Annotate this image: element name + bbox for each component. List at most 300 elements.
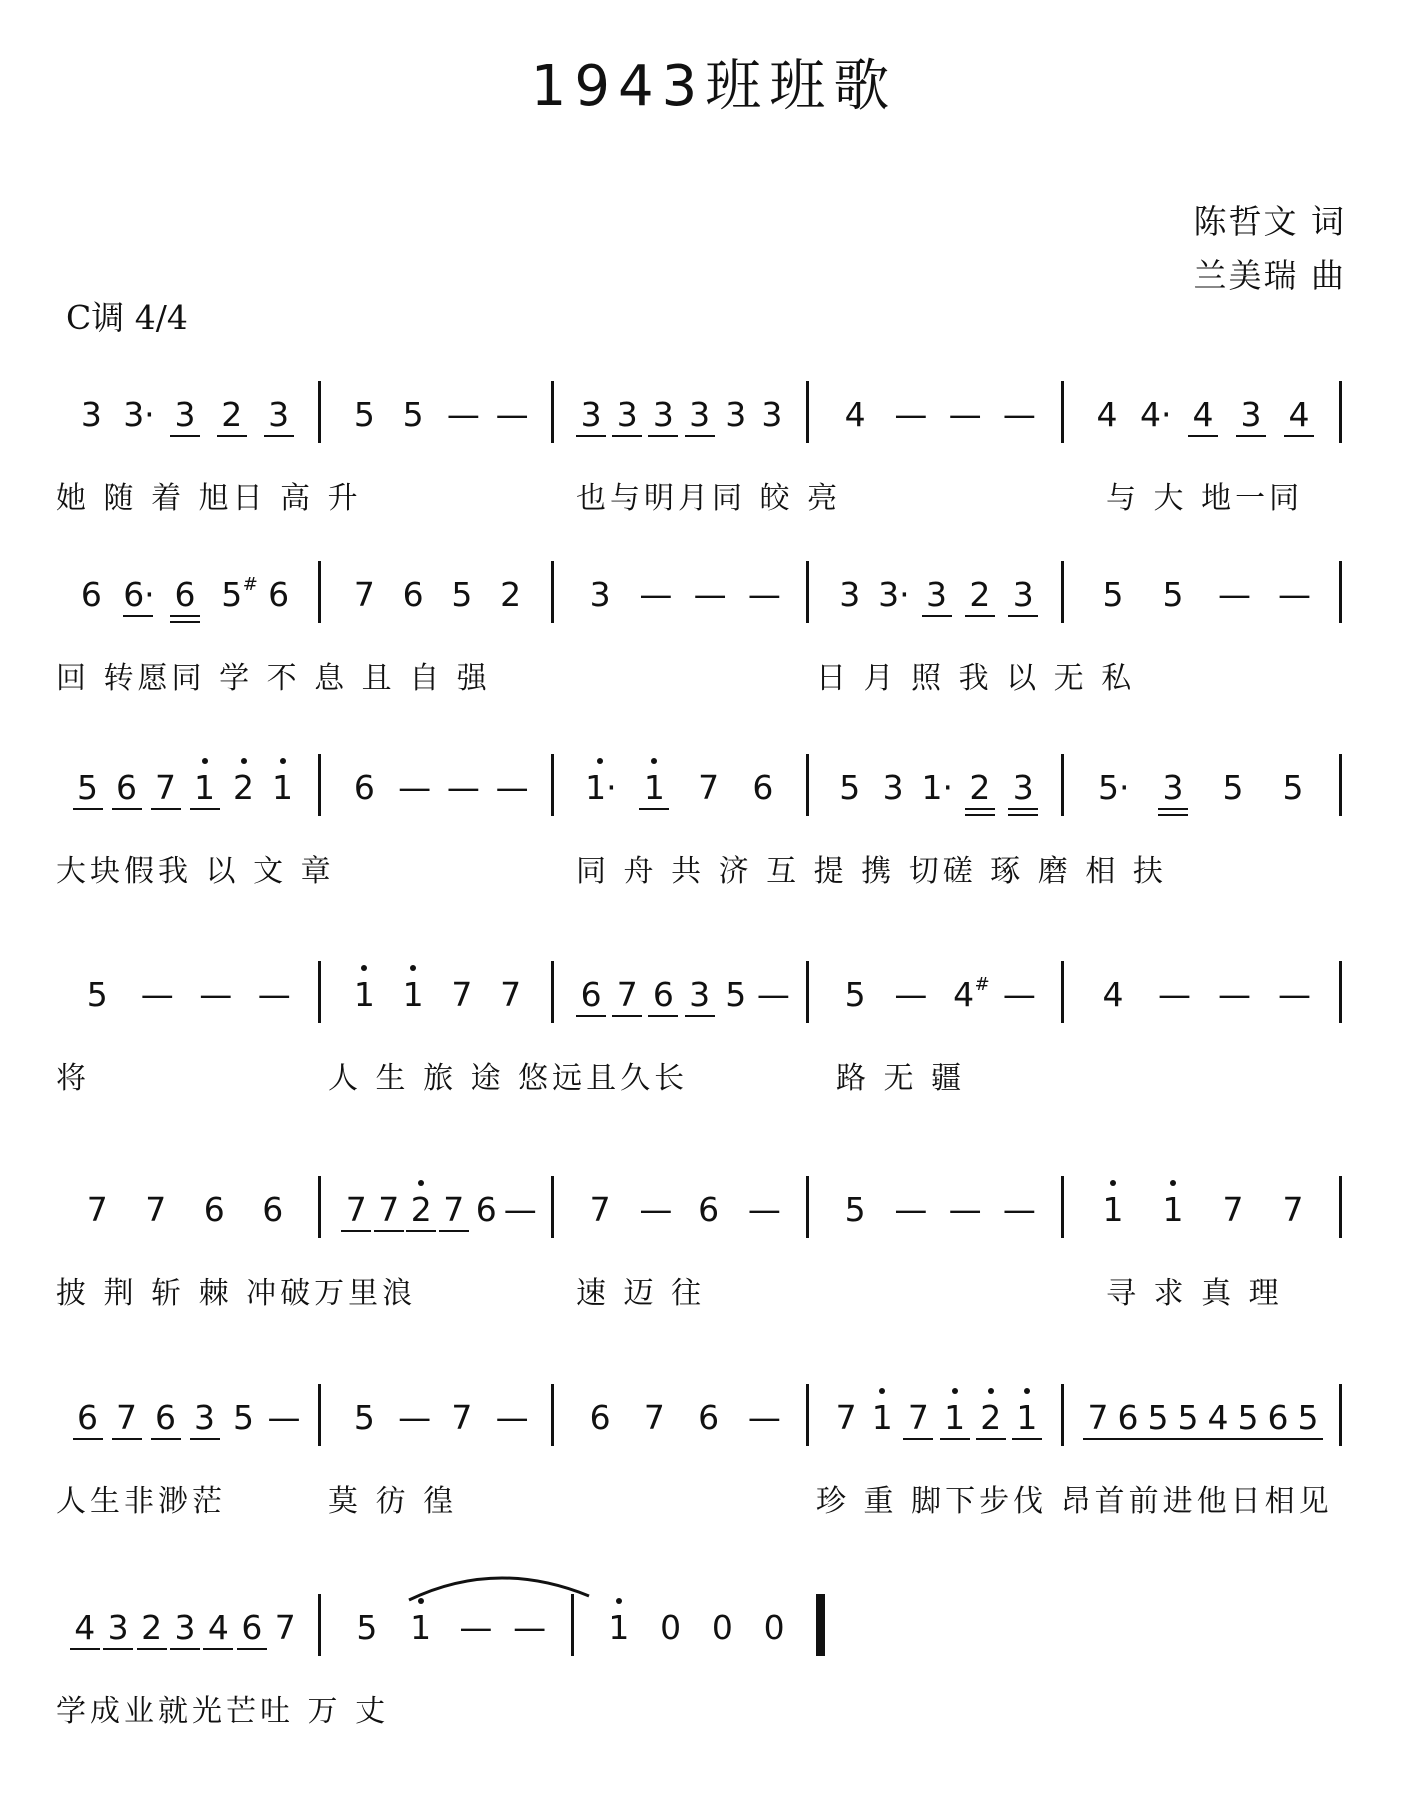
- note: [268, 768, 298, 808]
- note-digit: 7: [353, 575, 375, 614]
- note-digit: 1·: [921, 768, 953, 807]
- eighth-underline: [137, 1648, 167, 1650]
- note-digit: 6: [1267, 1398, 1289, 1437]
- note: [1173, 1398, 1203, 1438]
- note-digit: 6: [268, 575, 290, 614]
- note-digit: 7: [907, 1398, 929, 1437]
- barline: [551, 381, 554, 443]
- note: [123, 395, 153, 435]
- note-digit: —: [446, 768, 480, 807]
- high-octave-dot: [202, 758, 208, 764]
- lyric-text: 日 月 照 我 以 无 私: [816, 661, 1136, 696]
- barline: [806, 561, 809, 623]
- eighth-underline: [612, 435, 642, 437]
- eighth-underline: [1293, 1438, 1323, 1440]
- note-digit: 6: [589, 1398, 611, 1437]
- eighth-underline: [70, 1648, 100, 1650]
- high-octave-dot: [361, 965, 367, 971]
- dash-extension: [398, 768, 432, 808]
- note-digit: 4: [1288, 395, 1310, 434]
- barline: [1339, 754, 1342, 816]
- dash-extension: [894, 975, 928, 1015]
- note-digit: —: [1158, 975, 1191, 1014]
- note: [137, 1608, 167, 1648]
- note-digit: 2: [410, 1190, 432, 1229]
- note-digit: 3: [1240, 395, 1262, 434]
- note: [835, 575, 865, 615]
- eighth-underline: [1173, 1438, 1203, 1440]
- dash-extension: [495, 395, 529, 435]
- note: [1218, 1190, 1248, 1230]
- eighth-underline: [1113, 1438, 1143, 1440]
- barline: [806, 1176, 809, 1238]
- barline: [1339, 1176, 1342, 1238]
- note: [190, 1398, 220, 1438]
- note: [1293, 1398, 1323, 1438]
- note-digit: 5·: [1098, 768, 1130, 807]
- eighth-underline: [73, 1438, 103, 1440]
- note: [1278, 768, 1308, 808]
- note-digit: 5: [353, 395, 375, 434]
- note: [585, 1190, 615, 1230]
- note: [349, 1398, 379, 1438]
- eighth-underline: [170, 615, 200, 617]
- note-digit: —: [495, 395, 529, 434]
- note-digit: —: [1278, 575, 1311, 614]
- high-octave-dot: [418, 1180, 424, 1186]
- eighth-underline: [685, 1015, 715, 1017]
- note: [903, 1398, 933, 1438]
- lyric-text: 与 大 地一同: [1106, 481, 1304, 516]
- note-digit: 1: [1162, 1190, 1184, 1229]
- notation-staff: [56, 575, 1356, 639]
- eighth-underline: [170, 435, 200, 437]
- barline: [1061, 961, 1064, 1023]
- note-digit: —: [747, 575, 781, 614]
- note: [940, 1398, 970, 1438]
- note-digit: 1: [871, 1398, 893, 1437]
- dash-extension: [747, 575, 781, 615]
- note-digit: 4: [74, 1608, 96, 1647]
- note: [694, 768, 724, 808]
- note: [721, 395, 751, 435]
- note-digit: 1: [1016, 1398, 1038, 1437]
- note: [1098, 575, 1128, 615]
- barline: [318, 1594, 321, 1656]
- note-digit: 3: [1012, 768, 1034, 807]
- lyric-text: 路 无 疆: [836, 1061, 966, 1096]
- barline: [806, 754, 809, 816]
- eighth-underline: [112, 1438, 142, 1440]
- eighth-underline: [1233, 1438, 1263, 1440]
- note: [1008, 575, 1038, 615]
- note: [721, 975, 751, 1015]
- note-digit: —: [513, 1608, 547, 1647]
- eighth-underline: [965, 615, 995, 617]
- note: [1113, 1398, 1143, 1438]
- dash-extension: [1218, 575, 1251, 615]
- note: [840, 1190, 870, 1230]
- note: [447, 575, 477, 615]
- eighth-underline: [439, 1230, 469, 1232]
- dash-extension: [894, 1190, 928, 1230]
- barline: [551, 754, 554, 816]
- dash-extension: [1278, 975, 1311, 1015]
- barline: [318, 961, 321, 1023]
- lyric-text: 寻 求 真 理: [1106, 1276, 1283, 1311]
- note-digit: 6: [77, 1398, 98, 1437]
- note-digit: 5: [356, 1608, 378, 1647]
- note-digit: 4: [207, 1608, 229, 1647]
- note: [103, 1608, 133, 1648]
- note-digit: —: [1218, 975, 1251, 1014]
- dash-extension: [639, 1190, 673, 1230]
- dash-extension: [199, 975, 233, 1015]
- note: [604, 1608, 634, 1648]
- note-digit: —: [446, 395, 480, 434]
- note-digit: 3: [761, 395, 783, 434]
- note: [585, 575, 615, 615]
- note-digit: 0: [660, 1608, 682, 1647]
- dash-extension: [948, 1190, 982, 1230]
- note-digit: 1: [944, 1398, 966, 1437]
- note: [349, 575, 379, 615]
- dash-extension: [257, 975, 291, 1015]
- eighth-underline: [123, 615, 153, 617]
- note: [496, 575, 526, 615]
- barline: [1061, 1384, 1064, 1446]
- eighth-underline: [1188, 435, 1218, 437]
- note: [1233, 1398, 1263, 1438]
- barline: [1339, 381, 1342, 443]
- note: [976, 1398, 1006, 1438]
- note-digit: 3: [589, 575, 611, 614]
- note: [835, 768, 865, 808]
- note-digit: —: [398, 768, 432, 807]
- note: [1188, 395, 1218, 435]
- eighth-underline: [922, 615, 952, 617]
- note-digit: —: [459, 1608, 493, 1647]
- eighth-underline: [576, 1015, 606, 1017]
- lyric-text: 同 舟 共 济 互 提 携 切磋 琢 磨 相 扶: [576, 854, 1167, 889]
- note-digit: 6: [1117, 1398, 1139, 1437]
- eighth-underline: [1236, 435, 1266, 437]
- note-digit: —: [639, 1190, 673, 1229]
- note-digit: 3: [1012, 575, 1034, 614]
- note-digit: 7: [643, 1398, 665, 1437]
- barline: [1339, 1384, 1342, 1446]
- note-digit: 5: [86, 975, 108, 1014]
- note-digit: 6: [262, 1190, 284, 1229]
- barline: [551, 1384, 554, 1446]
- note-digit: 4: [1207, 1398, 1229, 1437]
- score-line: [56, 1190, 1356, 1311]
- barline: [1061, 754, 1064, 816]
- note: [648, 975, 678, 1015]
- note: [190, 768, 220, 808]
- sixteenth-underline: [1158, 814, 1188, 816]
- barline: [551, 561, 554, 623]
- high-octave-dot: [651, 758, 657, 764]
- note: [840, 975, 870, 1015]
- note: [707, 1608, 737, 1648]
- note-digit: —: [495, 768, 529, 807]
- note-digit: 4: [844, 395, 866, 434]
- note: [694, 1398, 724, 1438]
- note-digit: 7: [86, 1190, 108, 1229]
- note-digit: 0: [763, 1608, 785, 1647]
- note-digit: 6: [752, 768, 774, 807]
- dash-extension: [140, 975, 174, 1015]
- note-digit: 7: [155, 768, 176, 807]
- dash-extension: [1158, 975, 1191, 1015]
- note: [1158, 768, 1188, 808]
- note-digit: 7: [698, 768, 720, 807]
- note-digit: 3: [882, 768, 904, 807]
- note-digit: —: [948, 395, 982, 434]
- lyric-text: 人生非渺茫: [56, 1484, 226, 1519]
- dash-extension: [459, 1608, 493, 1648]
- note: [76, 395, 106, 435]
- note: [170, 1608, 200, 1648]
- note: [349, 975, 379, 1015]
- notation-staff: [56, 1608, 1356, 1672]
- notation-staff: [56, 768, 1356, 832]
- high-octave-dot: [597, 758, 603, 764]
- note: [1012, 1398, 1042, 1438]
- eighth-underline: [648, 1015, 678, 1017]
- note: [270, 1608, 300, 1648]
- note-digit: —: [199, 975, 233, 1014]
- eighth-underline: [965, 808, 995, 810]
- score-line: [56, 974, 1356, 1096]
- notation-staff: [56, 1190, 1356, 1254]
- key-time-signature: C调 4/4: [66, 298, 188, 337]
- dash-extension: [503, 1190, 537, 1230]
- barline: [806, 1384, 809, 1446]
- note-digit: —: [1002, 1190, 1036, 1229]
- barline: [318, 754, 321, 816]
- note-digit: 5: [221, 575, 243, 614]
- note-digit: 5: [1102, 575, 1124, 614]
- lyric-text: 大块假我 以 文 章: [56, 854, 335, 889]
- barline: [318, 381, 321, 443]
- dash-extension: [948, 395, 982, 435]
- note: [398, 975, 428, 1015]
- eighth-underline: [1083, 1438, 1113, 1440]
- note-digit: 5: [1282, 768, 1304, 807]
- note-digit: 1: [1102, 1190, 1124, 1229]
- note-digit: 5: [844, 1190, 866, 1229]
- note: [831, 1398, 861, 1438]
- note: [585, 1398, 615, 1438]
- note: [352, 1608, 382, 1648]
- eighth-underline: [203, 1648, 233, 1650]
- note-digit: 7: [616, 975, 638, 1014]
- dash-extension: [693, 575, 727, 615]
- dash-extension: [747, 1190, 781, 1230]
- notation-staff: [56, 395, 1356, 459]
- note-digit: 5: [77, 768, 98, 807]
- note-digit: 5: [1177, 1398, 1199, 1437]
- note: [1008, 768, 1038, 808]
- final-barline: [816, 1594, 825, 1656]
- note-digit: 3: [725, 395, 747, 434]
- note: [648, 395, 678, 435]
- eighth-underline: [576, 435, 606, 437]
- eighth-underline: [103, 1648, 133, 1650]
- high-octave-dot: [988, 1388, 994, 1394]
- note: [349, 768, 379, 808]
- eighth-underline: [1284, 435, 1314, 437]
- note: [217, 395, 247, 435]
- note: [1218, 768, 1248, 808]
- high-octave-dot: [280, 758, 286, 764]
- note: [229, 768, 259, 808]
- eighth-underline: [190, 808, 220, 810]
- barline: [318, 1176, 321, 1238]
- note: [398, 395, 428, 435]
- barline: [806, 381, 809, 443]
- note-digit: —: [948, 1190, 982, 1229]
- note-digit: 7: [116, 1398, 137, 1437]
- note: [1284, 395, 1314, 435]
- note-digit: —: [747, 1190, 781, 1229]
- note-digit: 7: [145, 1190, 167, 1229]
- note: [73, 1398, 103, 1438]
- eighth-underline: [73, 808, 103, 810]
- note: [1278, 1190, 1308, 1230]
- note-digit: 3: [839, 575, 861, 614]
- dash-extension: [747, 1398, 781, 1438]
- note: [1158, 575, 1188, 615]
- note-digit: 4: [953, 975, 975, 1014]
- note-digit: 6: [402, 575, 424, 614]
- note: [112, 768, 142, 808]
- note-digit: 6: [116, 768, 137, 807]
- sixteenth-underline: [170, 621, 200, 623]
- dash-extension: [1002, 395, 1036, 435]
- note-digit: 2: [221, 395, 243, 434]
- note-digit: 3: [107, 1608, 129, 1647]
- note: [949, 974, 990, 1015]
- barline: [1061, 1176, 1064, 1238]
- note-digit: 7: [443, 1190, 465, 1229]
- eighth-underline: [612, 1015, 642, 1017]
- sharp-sign: #: [242, 574, 258, 595]
- note-digit: 2: [969, 768, 991, 807]
- note-digit: —: [747, 1398, 781, 1437]
- note: [374, 1190, 404, 1230]
- note: [757, 395, 787, 435]
- dash-extension: [495, 1398, 529, 1438]
- note: [170, 575, 200, 615]
- note-digit: 6: [475, 1190, 497, 1229]
- note-digit: 7: [345, 1190, 367, 1229]
- eighth-underline: [940, 1438, 970, 1440]
- barline: [1339, 561, 1342, 623]
- barline: [1061, 561, 1064, 623]
- lyric-text: 人 生 旅 途 悠远且久长: [328, 1061, 689, 1096]
- note-digit: 6: [698, 1190, 720, 1229]
- note-digit: 7: [1282, 1190, 1304, 1229]
- note-digit: 1: [402, 975, 424, 1014]
- score-line: [56, 574, 1356, 696]
- lyric-text: 学成业就光芒吐 万 丈: [56, 1694, 390, 1729]
- note-digit: —: [1002, 395, 1036, 434]
- note: [922, 768, 952, 808]
- note-digit: 7: [500, 975, 522, 1014]
- note: [1098, 1190, 1128, 1230]
- note: [585, 768, 615, 808]
- eighth-underline: [1012, 1438, 1042, 1440]
- note: [341, 1190, 371, 1230]
- note: [1158, 1190, 1188, 1230]
- note-digit: 6: [353, 768, 375, 807]
- note-digit: —: [140, 975, 174, 1014]
- sharp-sign: #: [974, 974, 990, 995]
- dash-extension: [894, 395, 928, 435]
- note: [406, 1190, 436, 1230]
- lyric-text: 也与明月同 皎 亮: [576, 481, 842, 516]
- note-digit: 1: [353, 975, 375, 1014]
- note: [878, 575, 908, 615]
- note: [1140, 395, 1170, 435]
- eighth-underline: [151, 808, 181, 810]
- dash-extension: [513, 1608, 547, 1648]
- eighth-underline: [685, 435, 715, 437]
- note-digit: 2: [233, 768, 254, 807]
- note: [840, 395, 870, 435]
- note-digit: 4: [1102, 975, 1124, 1014]
- note: [1083, 1398, 1113, 1438]
- note-digit: 5: [844, 975, 866, 1014]
- note-digit: 7: [451, 975, 473, 1014]
- eighth-underline: [1143, 1438, 1173, 1440]
- note-digit: —: [398, 1398, 432, 1437]
- barline: [806, 961, 809, 1023]
- note-digit: 5: [1297, 1398, 1319, 1437]
- eighth-underline: [112, 808, 142, 810]
- note-digit: 5: [725, 975, 747, 1014]
- note-digit: 7: [1087, 1398, 1109, 1437]
- note: [759, 1608, 789, 1648]
- note: [496, 975, 526, 1015]
- note-digit: 3·: [123, 395, 155, 434]
- note-digit: 3: [926, 575, 947, 614]
- note: [264, 395, 294, 435]
- note-digit: 3: [174, 395, 196, 434]
- note: [70, 1608, 100, 1648]
- note-digit: 2: [980, 1398, 1002, 1437]
- note: [612, 975, 642, 1015]
- eighth-underline: [1263, 1438, 1293, 1440]
- note: [685, 975, 715, 1015]
- note: [1092, 395, 1122, 435]
- eighth-underline: [341, 1230, 371, 1232]
- note-digit: —: [495, 1398, 529, 1437]
- high-octave-dot: [1024, 1388, 1030, 1394]
- note-digit: 4: [1096, 395, 1118, 434]
- eighth-underline: [1158, 808, 1188, 810]
- note-digit: —: [1278, 975, 1311, 1014]
- lyric-text: 她 随 着 旭日 高 升: [56, 481, 362, 516]
- note-digit: 5: [1237, 1398, 1259, 1437]
- note: [123, 575, 153, 615]
- note: [639, 1398, 669, 1438]
- note-digit: 5: [402, 395, 424, 434]
- note-digit: 6: [580, 975, 602, 1014]
